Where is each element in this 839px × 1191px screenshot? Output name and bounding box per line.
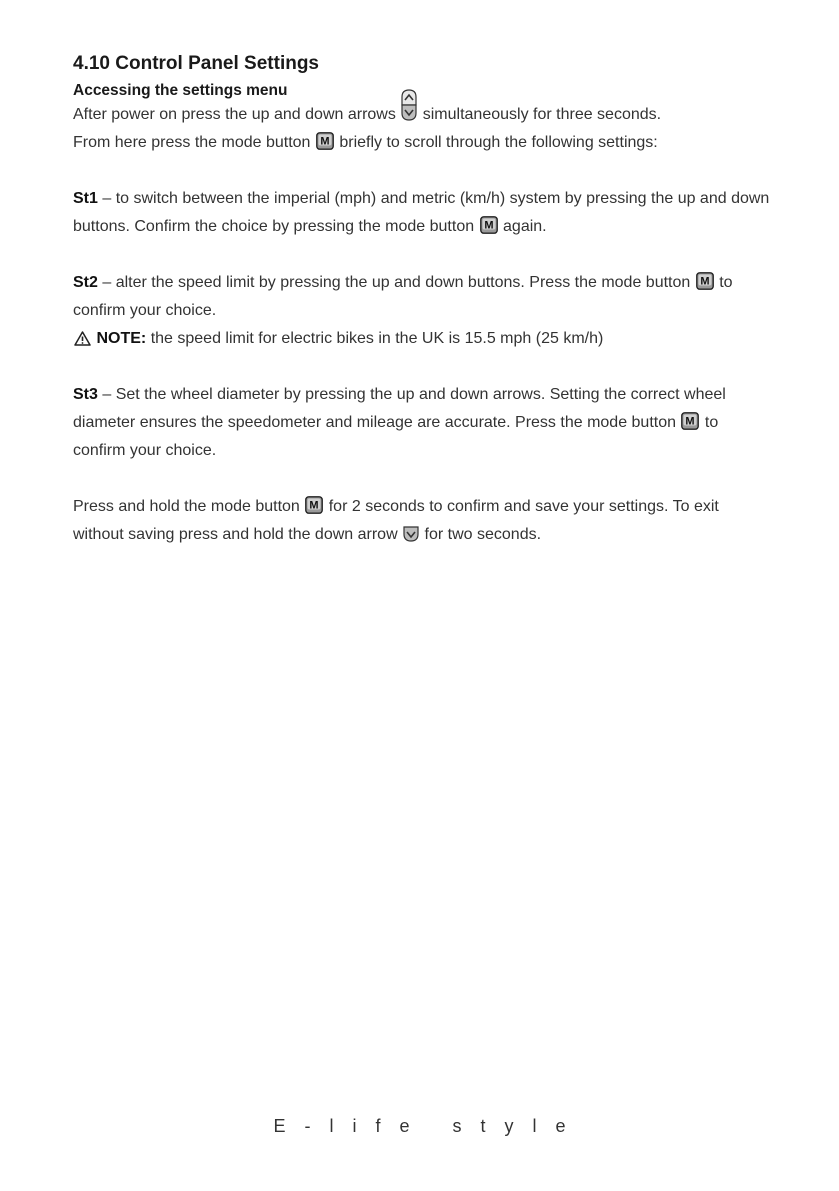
note-label: NOTE: bbox=[96, 330, 147, 347]
svg-text:M: M bbox=[309, 499, 319, 512]
mode-button-icon bbox=[696, 272, 714, 290]
mode-button-icon bbox=[305, 496, 323, 514]
save-text-3: for two seconds. bbox=[424, 526, 542, 543]
svg-text:M: M bbox=[700, 275, 710, 288]
svg-text:M: M bbox=[320, 135, 330, 148]
st1-text: – to switch between the imperial (mph) and metric (km/h) system by pressing the up and down buttons. Confirm the choice by pressing the mode button bbox=[73, 190, 770, 235]
save-text-2: for 2 seconds to confirm and save your settings. To exit without saving press and hold the down arrow bbox=[73, 498, 719, 543]
intro-text-2: simultaneously for three seconds. bbox=[422, 106, 662, 123]
note-text: the speed limit for electric bikes in the UK is 15.5 mph (25 km/h) bbox=[150, 330, 604, 347]
mode-button-icon bbox=[480, 216, 498, 234]
st3-text-end: to confirm your choice. bbox=[73, 414, 719, 459]
save-paragraph bbox=[73, 493, 773, 549]
section-title: 4.10 Control Panel Settings bbox=[73, 53, 319, 74]
down-arrow-icon bbox=[403, 526, 419, 542]
intro-text-1: After power on press the up and down arrows bbox=[73, 106, 396, 123]
st3-paragraph bbox=[73, 381, 773, 465]
st3-text: – Set the wheel diameter by pressing the up and down arrows. Setting the correct wheel diameter ensures the speedometer and mileage are accurate. Press the mode button bbox=[73, 386, 726, 431]
st1-text-end: again. bbox=[503, 218, 547, 235]
st1-label: St1 bbox=[73, 190, 98, 207]
footer-brand: E-life style bbox=[273, 1116, 585, 1136]
warning-icon bbox=[74, 331, 91, 346]
intro-text-3: From here press the mode button bbox=[73, 134, 311, 151]
save-text-1: Press and hold the mode button bbox=[73, 498, 300, 515]
up-down-arrows-icon bbox=[401, 103, 417, 121]
mode-button-icon bbox=[681, 412, 699, 430]
section-subtitle: Accessing the settings menu bbox=[73, 82, 288, 99]
st2-label: St2 bbox=[73, 274, 98, 291]
intro-text-4: briefly to scroll through the following settings: bbox=[339, 134, 658, 151]
mode-button-icon bbox=[316, 132, 334, 150]
svg-text:M: M bbox=[685, 415, 696, 428]
st2-text: – alter the speed limit by pressing the up and down buttons. Press the mode button bbox=[102, 274, 691, 291]
st3-label: St3 bbox=[73, 386, 98, 403]
intro-paragraph bbox=[73, 101, 773, 157]
st2-text-end: to confirm your choice. bbox=[73, 274, 733, 319]
st2-paragraph bbox=[73, 269, 773, 353]
st1-paragraph bbox=[73, 185, 773, 241]
svg-text:M: M bbox=[483, 219, 494, 232]
document-body bbox=[73, 51, 773, 549]
